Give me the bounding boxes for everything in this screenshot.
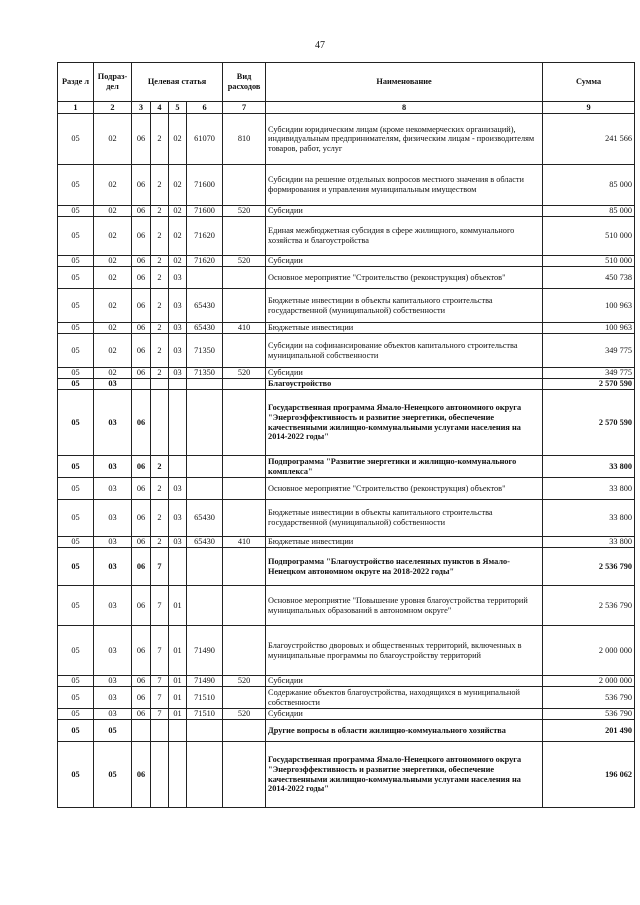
cell-podrazdel: 03	[94, 537, 132, 548]
cell-vid-rashodov	[223, 289, 266, 323]
cell-naimenovanie: Бюджетные инвестиции в объекты капитального строительства государственной (муниципальной) собственности	[266, 289, 543, 323]
cell-direction	[187, 379, 223, 390]
cell-subprogram: 2	[151, 368, 169, 379]
cell-vid-rashodov	[223, 586, 266, 626]
cell-naimenovanie: Государственная программа Ямало-Ненецкого автономного округа "Энергоэффективность и развитие энергетики, обеспечение качественными жилищно-коммунальными услугами населения на 2014-2022 годы"	[266, 390, 543, 456]
cell-razdel: 05	[58, 676, 94, 687]
cell-measure: 03	[169, 334, 187, 368]
cell-vid-rashodov: 410	[223, 323, 266, 334]
cell-direction: 71490	[187, 626, 223, 676]
cell-summa: 2 570 590	[543, 390, 635, 456]
cell-razdel: 05	[58, 478, 94, 500]
cell-vid-rashodov	[223, 500, 266, 537]
cell-measure: 01	[169, 687, 187, 709]
cell-subprogram	[151, 742, 169, 808]
cell-measure: 03	[169, 368, 187, 379]
cell-razdel: 05	[58, 206, 94, 217]
cell-summa: 100 963	[543, 289, 635, 323]
table-row	[58, 390, 635, 456]
cell-measure: 03	[169, 478, 187, 500]
cell-summa: 85 000	[543, 165, 635, 206]
cell-program: 06	[132, 206, 151, 217]
cell-vid-rashodov	[223, 390, 266, 456]
table-row	[58, 709, 635, 720]
cell-vid-rashodov	[223, 379, 266, 390]
cell-naimenovanie: Основное мероприятие "Повышение уровня благоустройства территорий муниципальных образований в автономном округе"	[266, 586, 543, 626]
table-row	[58, 165, 635, 206]
cell-program: 06	[132, 217, 151, 256]
cell-direction	[187, 586, 223, 626]
cell-naimenovanie: Содержание объектов благоустройства, находящихся в муниципальной собственности	[266, 687, 543, 709]
cell-subprogram	[151, 379, 169, 390]
cell-podrazdel: 03	[94, 478, 132, 500]
cell-podrazdel: 03	[94, 456, 132, 478]
cell-direction	[187, 478, 223, 500]
cell-vid-rashodov	[223, 217, 266, 256]
table-row	[58, 456, 635, 478]
cell-summa: 241 566	[543, 114, 635, 165]
cell-vid-rashodov: 410	[223, 537, 266, 548]
cell-razdel: 05	[58, 165, 94, 206]
cell-vid-rashodov	[223, 742, 266, 808]
col-number: 7	[223, 102, 266, 114]
cell-podrazdel: 02	[94, 165, 132, 206]
cell-naimenovanie: Основное мероприятие "Строительство (реконструкция) объектов"	[266, 478, 543, 500]
table-row	[58, 626, 635, 676]
cell-razdel: 05	[58, 267, 94, 289]
cell-direction: 65430	[187, 289, 223, 323]
cell-measure: 02	[169, 114, 187, 165]
cell-measure	[169, 390, 187, 456]
cell-naimenovanie: Бюджетные инвестиции	[266, 323, 543, 334]
cell-summa: 2 000 000	[543, 626, 635, 676]
table-row	[58, 720, 635, 742]
cell-razdel: 05	[58, 709, 94, 720]
cell-podrazdel: 03	[94, 500, 132, 537]
header-podrazdel: Подраз- дел	[94, 63, 132, 102]
col-number: 2	[94, 102, 132, 114]
cell-naimenovanie: Субсидии на решение отдельных вопросов местного значения в области формирования и управления муниципальным имуществом	[266, 165, 543, 206]
cell-program	[132, 720, 151, 742]
cell-razdel: 05	[58, 289, 94, 323]
cell-podrazdel: 02	[94, 256, 132, 267]
cell-podrazdel: 03	[94, 390, 132, 456]
page-number: 47	[315, 40, 325, 51]
cell-program: 06	[132, 390, 151, 456]
cell-podrazdel: 02	[94, 267, 132, 289]
cell-summa: 201 490	[543, 720, 635, 742]
cell-program	[132, 379, 151, 390]
cell-program: 06	[132, 709, 151, 720]
header-razdel: Разде л	[58, 63, 94, 102]
cell-razdel: 05	[58, 368, 94, 379]
cell-direction: 71620	[187, 217, 223, 256]
cell-razdel: 05	[58, 323, 94, 334]
table-row	[58, 379, 635, 390]
cell-direction: 71600	[187, 165, 223, 206]
col-number: 8	[266, 102, 543, 114]
table-row	[58, 206, 635, 217]
col-number: 1	[58, 102, 94, 114]
cell-vid-rashodov: 810	[223, 114, 266, 165]
cell-summa: 349 775	[543, 368, 635, 379]
cell-summa: 196 062	[543, 742, 635, 808]
cell-summa: 33 800	[543, 500, 635, 537]
cell-program: 06	[132, 456, 151, 478]
table-body	[58, 114, 635, 808]
cell-razdel: 05	[58, 500, 94, 537]
header-summa: Сумма	[543, 63, 635, 102]
cell-program: 06	[132, 478, 151, 500]
cell-measure: 03	[169, 289, 187, 323]
cell-summa: 33 800	[543, 478, 635, 500]
cell-vid-rashodov: 520	[223, 206, 266, 217]
table-row	[58, 687, 635, 709]
cell-direction: 65430	[187, 537, 223, 548]
cell-vid-rashodov	[223, 478, 266, 500]
cell-program: 06	[132, 114, 151, 165]
cell-measure: 01	[169, 676, 187, 687]
table-row	[58, 114, 635, 165]
cell-direction: 65430	[187, 500, 223, 537]
column-number-row	[58, 102, 635, 114]
col-number: 4	[151, 102, 169, 114]
cell-subprogram: 7	[151, 626, 169, 676]
table-row	[58, 323, 635, 334]
cell-podrazdel: 02	[94, 368, 132, 379]
cell-measure	[169, 720, 187, 742]
cell-naimenovanie: Бюджетные инвестиции	[266, 537, 543, 548]
cell-summa: 100 963	[543, 323, 635, 334]
table-row	[58, 586, 635, 626]
cell-program: 06	[132, 323, 151, 334]
cell-measure: 02	[169, 206, 187, 217]
cell-subprogram: 7	[151, 586, 169, 626]
cell-program: 06	[132, 165, 151, 206]
cell-razdel: 05	[58, 537, 94, 548]
cell-direction	[187, 456, 223, 478]
cell-measure: 02	[169, 217, 187, 256]
cell-subprogram: 2	[151, 500, 169, 537]
cell-summa: 510 000	[543, 217, 635, 256]
cell-vid-rashodov	[223, 456, 266, 478]
cell-measure: 03	[169, 323, 187, 334]
cell-direction	[187, 548, 223, 586]
col-number: 5	[169, 102, 187, 114]
cell-podrazdel: 02	[94, 323, 132, 334]
cell-razdel: 05	[58, 379, 94, 390]
table-row	[58, 676, 635, 687]
cell-razdel: 05	[58, 456, 94, 478]
cell-subprogram: 2	[151, 334, 169, 368]
table-header-row	[58, 63, 635, 102]
cell-naimenovanie: Основное мероприятие "Строительство (реконструкция) объектов"	[266, 267, 543, 289]
table-row	[58, 267, 635, 289]
cell-subprogram: 2	[151, 206, 169, 217]
cell-program: 06	[132, 626, 151, 676]
cell-subprogram: 2	[151, 289, 169, 323]
cell-summa: 510 000	[543, 256, 635, 267]
cell-subprogram: 7	[151, 687, 169, 709]
cell-vid-rashodov	[223, 334, 266, 368]
cell-razdel: 05	[58, 114, 94, 165]
table-row	[58, 368, 635, 379]
cell-summa: 33 800	[543, 537, 635, 548]
table-row	[58, 256, 635, 267]
cell-razdel: 05	[58, 334, 94, 368]
cell-vid-rashodov	[223, 548, 266, 586]
cell-subprogram: 2	[151, 256, 169, 267]
cell-summa: 450 738	[543, 267, 635, 289]
cell-measure	[169, 742, 187, 808]
cell-subprogram: 2	[151, 165, 169, 206]
cell-podrazdel: 02	[94, 289, 132, 323]
cell-measure	[169, 548, 187, 586]
cell-naimenovanie: Субсидии	[266, 206, 543, 217]
cell-naimenovanie: Субсидии	[266, 676, 543, 687]
cell-podrazdel: 03	[94, 586, 132, 626]
cell-direction	[187, 267, 223, 289]
cell-razdel: 05	[58, 217, 94, 256]
cell-subprogram: 7	[151, 676, 169, 687]
header-celevaya-statya: Целевая статья	[132, 63, 223, 102]
cell-direction: 71350	[187, 368, 223, 379]
cell-naimenovanie: Подпрограмма "Благоустройство населенных пунктов в Ямало-Ненецком автономном округе на 2018-2022 годы"	[266, 548, 543, 586]
cell-subprogram: 2	[151, 323, 169, 334]
cell-direction: 71490	[187, 676, 223, 687]
cell-naimenovanie: Субсидии	[266, 256, 543, 267]
cell-razdel: 05	[58, 687, 94, 709]
table-row	[58, 500, 635, 537]
cell-measure: 01	[169, 626, 187, 676]
cell-podrazdel: 05	[94, 720, 132, 742]
cell-podrazdel: 02	[94, 114, 132, 165]
cell-subprogram: 2	[151, 114, 169, 165]
cell-naimenovanie: Субсидии	[266, 368, 543, 379]
cell-razdel: 05	[58, 742, 94, 808]
cell-vid-rashodov: 520	[223, 676, 266, 687]
cell-program: 06	[132, 537, 151, 548]
cell-vid-rashodov: 520	[223, 256, 266, 267]
cell-summa: 33 800	[543, 456, 635, 478]
cell-naimenovanie: Подпрограмма "Развитие энергетики и жилищно-коммунального комплекса"	[266, 456, 543, 478]
cell-subprogram	[151, 720, 169, 742]
cell-program: 06	[132, 676, 151, 687]
cell-naimenovanie: Государственная программа Ямало-Ненецкого автономного округа "Энергоэффективность и развитие энергетики, обеспечение качественными жилищно-коммунальными услугами населения на 2014-2022 годы"	[266, 742, 543, 808]
cell-razdel: 05	[58, 626, 94, 676]
cell-subprogram: 2	[151, 217, 169, 256]
cell-subprogram: 2	[151, 478, 169, 500]
cell-measure: 01	[169, 586, 187, 626]
cell-vid-rashodov: 520	[223, 368, 266, 379]
cell-measure: 03	[169, 267, 187, 289]
cell-program: 06	[132, 256, 151, 267]
cell-direction: 61070	[187, 114, 223, 165]
cell-subprogram: 2	[151, 456, 169, 478]
table-row	[58, 742, 635, 808]
cell-podrazdel: 03	[94, 687, 132, 709]
cell-program: 06	[132, 368, 151, 379]
cell-program: 06	[132, 500, 151, 537]
col-number: 6	[187, 102, 223, 114]
cell-direction: 71510	[187, 687, 223, 709]
cell-summa: 2 536 790	[543, 586, 635, 626]
cell-vid-rashodov	[223, 165, 266, 206]
cell-subprogram: 2	[151, 537, 169, 548]
cell-measure: 03	[169, 537, 187, 548]
cell-razdel: 05	[58, 256, 94, 267]
cell-summa: 2 536 790	[543, 548, 635, 586]
cell-subprogram	[151, 390, 169, 456]
cell-podrazdel: 03	[94, 548, 132, 586]
cell-razdel: 05	[58, 720, 94, 742]
cell-vid-rashodov: 520	[223, 709, 266, 720]
cell-naimenovanie: Субсидии на софинансирование объектов капитального строительства муниципальной собственности	[266, 334, 543, 368]
cell-measure: 01	[169, 709, 187, 720]
table-row	[58, 334, 635, 368]
cell-summa: 349 775	[543, 334, 635, 368]
cell-measure: 03	[169, 500, 187, 537]
cell-direction: 71620	[187, 256, 223, 267]
table-row	[58, 548, 635, 586]
cell-subprogram: 2	[151, 267, 169, 289]
cell-program: 06	[132, 548, 151, 586]
cell-podrazdel: 03	[94, 676, 132, 687]
cell-naimenovanie: Другие вопросы в области жилищно-коммунального хозяйства	[266, 720, 543, 742]
cell-summa: 2 570 590	[543, 379, 635, 390]
cell-naimenovanie: Субсидии	[266, 709, 543, 720]
cell-measure	[169, 456, 187, 478]
col-number: 9	[543, 102, 635, 114]
cell-program: 06	[132, 586, 151, 626]
cell-naimenovanie: Благоустройство дворовых и общественных территорий, включенных в муниципальные программы по благоустройству территорий	[266, 626, 543, 676]
table-row	[58, 217, 635, 256]
cell-vid-rashodov	[223, 687, 266, 709]
cell-vid-rashodov	[223, 267, 266, 289]
cell-direction: 71510	[187, 709, 223, 720]
cell-direction: 71600	[187, 206, 223, 217]
col-number: 3	[132, 102, 151, 114]
cell-measure: 02	[169, 256, 187, 267]
cell-podrazdel: 03	[94, 379, 132, 390]
cell-razdel: 05	[58, 390, 94, 456]
cell-subprogram: 7	[151, 709, 169, 720]
cell-vid-rashodov	[223, 626, 266, 676]
cell-summa: 85 000	[543, 206, 635, 217]
table-row	[58, 537, 635, 548]
cell-naimenovanie: Бюджетные инвестиции в объекты капитального строительства государственной (муниципальной) собственности	[266, 500, 543, 537]
cell-summa: 536 790	[543, 709, 635, 720]
header-naimenovanie: Наименование	[266, 63, 543, 102]
cell-program: 06	[132, 267, 151, 289]
cell-razdel: 05	[58, 586, 94, 626]
cell-summa: 2 000 000	[543, 676, 635, 687]
cell-program: 06	[132, 687, 151, 709]
cell-naimenovanie: Субсидии юридическим лицам (кроме некоммерческих организаций), индивидуальным предпринимателям, физическим лицам - производителям товаров, работ, услуг	[266, 114, 543, 165]
cell-podrazdel: 02	[94, 334, 132, 368]
cell-measure	[169, 379, 187, 390]
cell-podrazdel: 05	[94, 742, 132, 808]
cell-subprogram: 7	[151, 548, 169, 586]
cell-direction	[187, 742, 223, 808]
cell-podrazdel: 02	[94, 206, 132, 217]
cell-naimenovanie: Благоустройство	[266, 379, 543, 390]
cell-direction	[187, 720, 223, 742]
table-row	[58, 478, 635, 500]
cell-direction: 71350	[187, 334, 223, 368]
cell-vid-rashodov	[223, 720, 266, 742]
cell-direction: 65430	[187, 323, 223, 334]
cell-summa: 536 790	[543, 687, 635, 709]
cell-program: 06	[132, 742, 151, 808]
cell-program: 06	[132, 289, 151, 323]
cell-podrazdel: 03	[94, 626, 132, 676]
cell-program: 06	[132, 334, 151, 368]
header-vid-rashodov: Вид расходов	[223, 63, 266, 102]
cell-podrazdel: 02	[94, 217, 132, 256]
cell-podrazdel: 03	[94, 709, 132, 720]
cell-naimenovanie: Единая межбюджетная субсидия в сфере жилищного, коммунального хозяйства и благоустройства	[266, 217, 543, 256]
table-row	[58, 289, 635, 323]
cell-measure: 02	[169, 165, 187, 206]
cell-direction	[187, 390, 223, 456]
cell-razdel: 05	[58, 548, 94, 586]
budget-table	[57, 62, 635, 808]
